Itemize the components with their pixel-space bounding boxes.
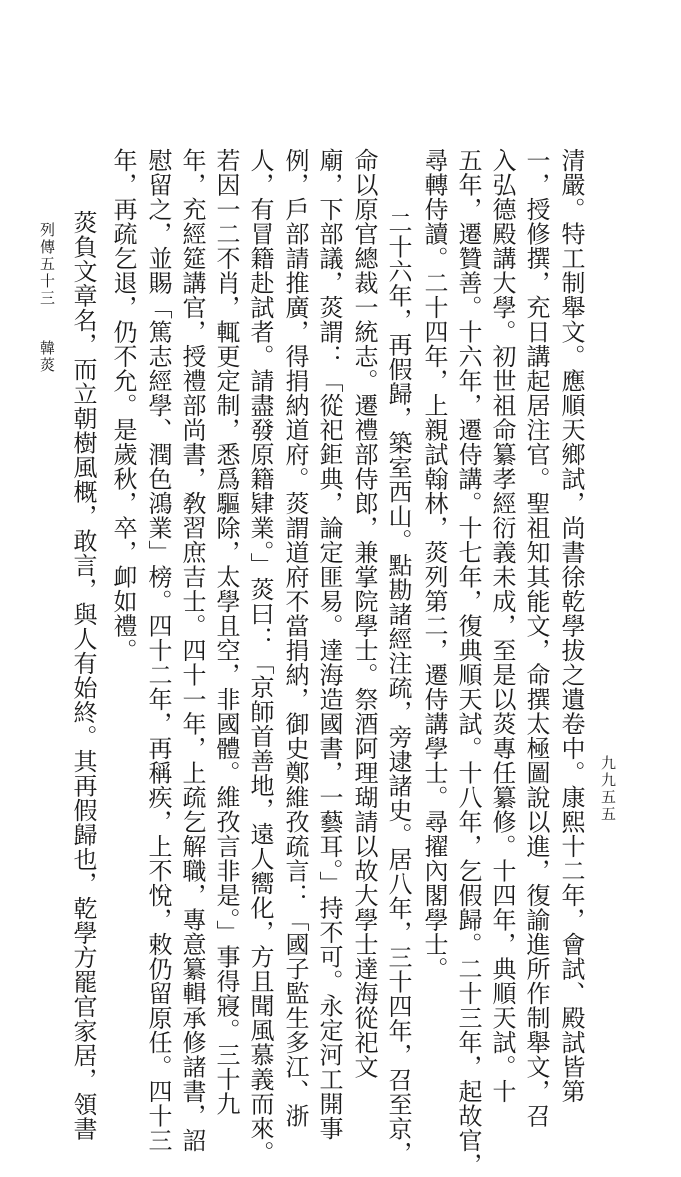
- text-column-1: 清嚴。特工制舉文。應順天鄉試，尚書徐乾學拔之遺卷中。康熙十二年，會試、殿試皆第: [557, 148, 585, 1104]
- text-column-5: 尋轉侍讀。二十四年，上親試翰林，菼列第二，遷侍講學士。尋擢內閣學士。: [420, 148, 448, 981]
- text-column-8: 廟，下部議，菼謂：「從祀鉅典，論定匪易。達海造國書，一藝耳。」持不可。永定河工開事: [315, 148, 343, 1141]
- text-column-9: 例，戶部請推廣，得捐納道府。菼謂道府不當捐納，御史鄭維孜疏言：「國子監生多江、浙: [281, 148, 309, 1128]
- text-column-6: 二十六年，再假歸，築室西山。點勘諸經注疏，旁逮諸史。居八年，三十四年，召至京，: [384, 210, 412, 1166]
- text-column-12: 年，充經筵講官，授禮部尚書，敎習庶吉士。四十一年，上疏乞解職，專意纂輯承修諸書，詔: [178, 148, 206, 1153]
- book-title: 列傳五十三: [38, 222, 56, 307]
- text-column-4: 五年，遷贊善。十六年，遷侍講。十七年，復典順天試。十八年，乞假歸。二十三年，起故官，: [454, 148, 482, 1177]
- text-column-10: 人，有冒籍赴試者。請盡發原籍肄業。」菼曰：「京師首善地，遠人嚮化，方且聞風慕義而來。: [246, 148, 274, 1165]
- text-column-3: 入弘德殿講大學。初世祖命纂孝經衍義未成，至是以菼專任纂修。十四年，典順天試。十: [488, 148, 516, 1104]
- person-name: 韓菼: [38, 340, 56, 374]
- text-column-2: 一，授修撰，充日講起居注官。聖祖知其能文，命撰太極圖說以進，復諭進所作制舉文，召: [522, 148, 550, 1128]
- text-column-13: 慰留之，並賜「篤志經學、潤色鴻業」榜。四十二年，再稱疾，上不悅，敕仍留原任。四十三: [144, 148, 172, 1153]
- text-column-7: 命以原官總裁一統志。遷禮部侍郎，兼掌院學士。祭酒阿理瑚請以故大學士達海從祀文: [350, 148, 378, 1079]
- text-column-14: 年，再疏乞退，仍不允。是歲秋，卒，卹如禮。: [109, 148, 137, 663]
- text-column-11: 若因一二不肖，輒更定制，悉爲驅除，太學且空，非國體。維孜言非是。」事得寢。三十九: [212, 148, 240, 1116]
- text-column-15: 菼負文章名，而立朝樹風概，敢言，與人有始終。其再假歸也，乾學方罷官家居，領書: [69, 210, 97, 1141]
- page-number: 九九五五: [599, 755, 617, 823]
